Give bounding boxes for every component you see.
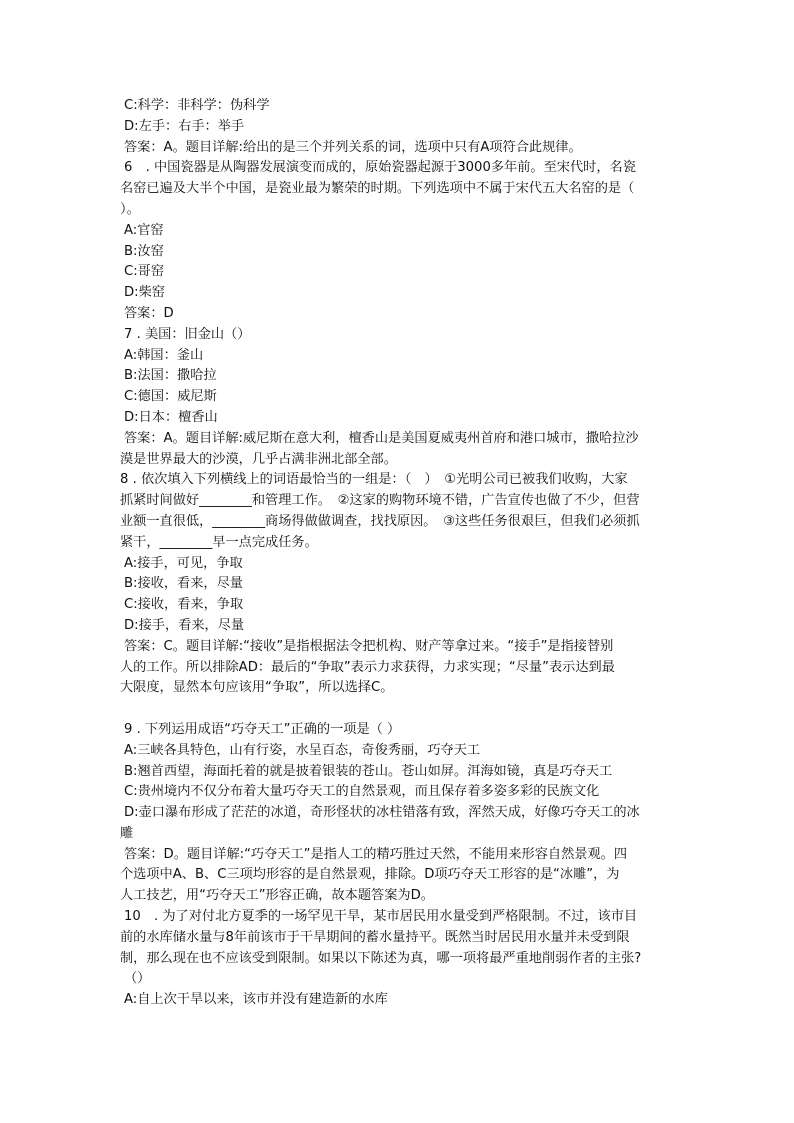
option-c-q5: C:科学：非科学：伪科学: [124, 98, 270, 113]
option-a-q9: A:三峡各具特色，山有行姿，水呈百态，奇俊秀丽，巧夺天工: [124, 742, 481, 758]
answer-q9-line-2: 个选项中A、B、C三项均形容的是自然景观，排除。D项巧夺天工形容的是“冰雕”，为: [120, 867, 620, 883]
question-6-line-1: 6 . 中国瓷器是从陶器发展演变而成的，原始瓷器起源于3000多年前。至宋代时，名瓷: [124, 160, 636, 176]
question-10-line-3: 制，那么现在也不应该受到限制。如果以下陈述为真，哪一项将最严重地削弱作者的主张?: [120, 950, 642, 966]
question-8-line-4: 紧干，________早一点完成任务。: [120, 534, 318, 550]
option-d-q9-line-1: D:壶口瀑布形成了茫茫的冰道，奇形怪状的冰柱错落有致，浑然天成，好像巧夺天工的冰: [124, 805, 640, 821]
option-d-q8: D:接手，看来，尽量: [124, 617, 245, 633]
question-7: 7 . 美国：旧金山（）: [124, 326, 251, 342]
option-c-q7: C:德国：威尼斯: [124, 389, 217, 405]
answer-q5: 答案：A。题目详解:给出的是三个并列关系的词，选项中只有A项符合此规律。: [124, 139, 582, 155]
option-b-q9: B:翘首西望，海面托着的就是披着银装的苍山。苍山如屏。洱海如镜，真是巧夺天工: [124, 763, 613, 779]
document-body: [120, 96, 675, 1011]
option-a-q8: A:接手，可见，争取: [124, 555, 243, 571]
question-10-line-4: （）: [124, 971, 151, 987]
answer-q9-line-1: 答案：D。题目详解:“巧夺天工”是指人工的精巧胜过天然，不能用来形容自然景观。四: [124, 846, 628, 862]
option-a-q10: A:自上次干旱以来，该市并没有建造新的水库: [124, 992, 388, 1008]
question-6-line-3: ）。: [120, 201, 140, 217]
answer-q9-line-3: 人工技艺，用“巧夺天工”形容正确，故本题答案为D。: [120, 888, 434, 904]
answer-q7-line-1: 答案：A。题目详解:威尼斯在意大利，檀香山是美国夏威夷州首府和港口城市，撒哈拉沙: [124, 430, 639, 446]
option-c-q6: C:哥窑: [124, 264, 165, 280]
question-10-line-1: 10 . 为了对付北方夏季的一场罕见干旱，某市居民用水量受到严格限制。不过，该市目: [124, 909, 638, 925]
option-a-q7: A:韩国：釜山: [124, 347, 204, 363]
option-d-q5: D:左手：右手：举手: [124, 118, 245, 134]
question-8-line-3: 业额一直很低，________商场得做做调查，找找原因。 ③这些任务很艰巨，但我们必须抓: [120, 513, 640, 529]
option-a-q6: A:官窑: [124, 222, 164, 238]
answer-q8-line-2: 人的工作。所以排除AD：最后的“争取”表示力求获得，力求实现；“尽量”表示达到最: [120, 659, 615, 675]
option-b-q6: B:汝窑: [124, 243, 164, 259]
question-6-line-2: 名窑已遍及大半个中国，是瓷业最为繁荣的时期。下列选项中不属于宋代五大名窑的是（: [120, 181, 635, 197]
option-c-q9: C:贵州境内不仅分布着大量巧夺天工的自然景观，而且保存着多姿多彩的民族文化: [124, 784, 600, 800]
option-d-q7: D:日本：檀香山: [124, 409, 218, 425]
question-9: 9 . 下列运用成语“巧夺天工”正确的一项是（ ）: [124, 721, 401, 737]
answer-q8-line-1: 答案：C。题目详解:“接收”是指根据法令把机构、财产等拿过来。“接手”是指接替别: [124, 638, 614, 654]
option-b-q8: B:接收，看来，尽量: [124, 576, 243, 592]
option-d-q6: D:柴窑: [124, 285, 165, 301]
answer-q8-line-3: 大限度，显然本句应该用“争取”，所以选择C。: [120, 680, 394, 696]
question-8-line-2: 抓紧时间做好________和管理工作。 ②这家的购物环境不错，广告宣传也做了不少，但营: [120, 493, 640, 509]
option-d-q9-line-2: 雕: [120, 825, 134, 841]
answer-q6: 答案：D: [124, 305, 174, 321]
answer-q7-line-2: 漠是世界最大的沙漠，几乎占满非洲北部全部。: [120, 451, 397, 467]
option-c-q8: C:接收，看来，争取: [124, 597, 244, 613]
question-8-line-1: 8 . 依次填入下列横线上的词语最恰当的一组是：（ ） ①光明公司已被我们收购，大家: [120, 472, 628, 488]
blank-line: [120, 699, 675, 720]
question-10-line-2: 前的水库储水量与8年前该市于干旱期间的蓄水量持平。既然当时居民用水量并未受到限: [120, 929, 630, 945]
option-b-q7: B:法国：撒哈拉: [124, 368, 217, 384]
